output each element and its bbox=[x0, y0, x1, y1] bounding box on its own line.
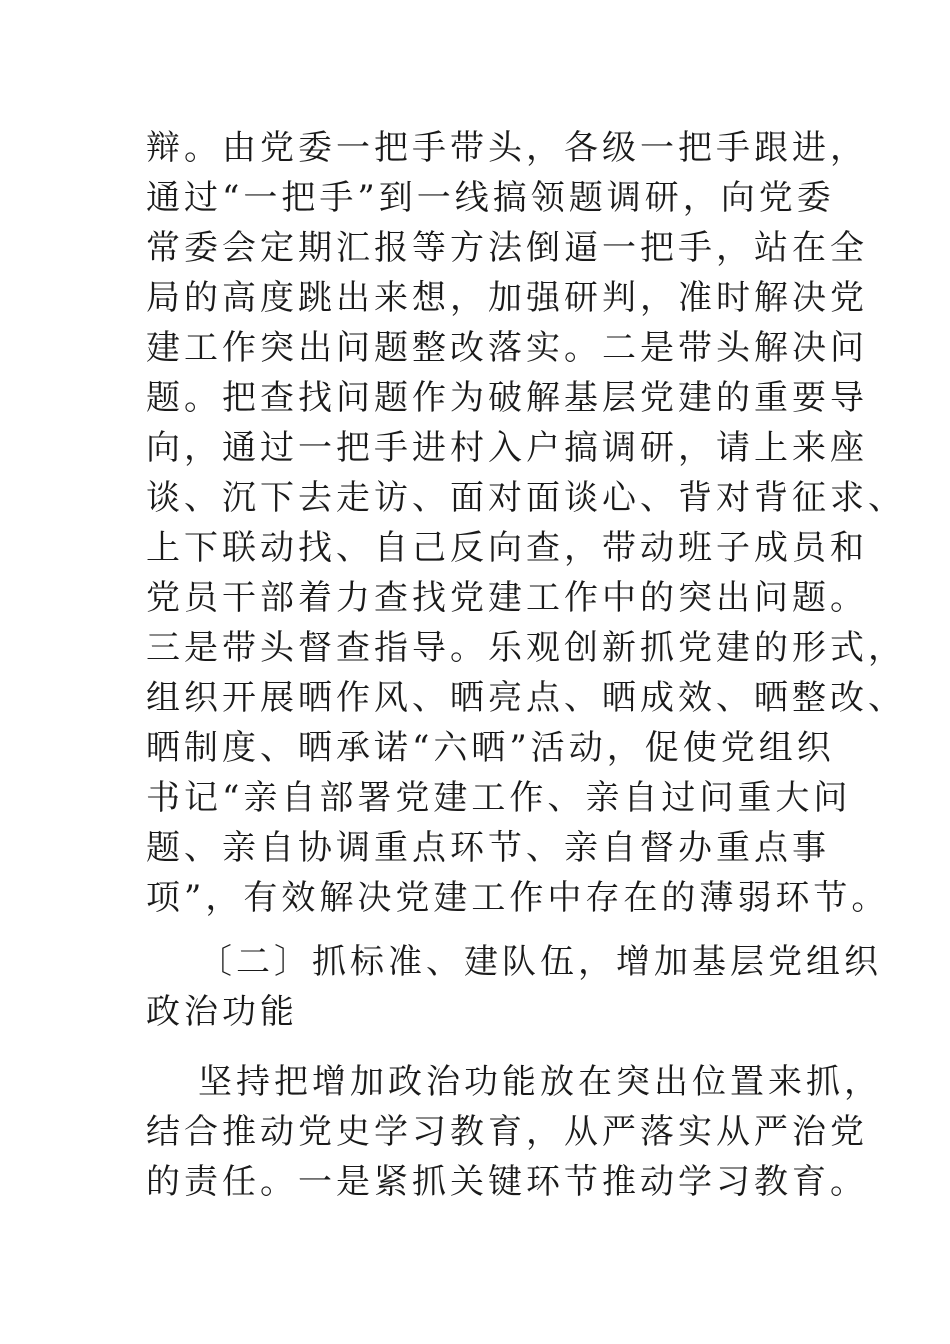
text-line: 晒制度、晒承诺“六晒”活动，促使党组织 bbox=[146, 728, 835, 768]
text-line: 组织开展晒作风、晒亮点、晒成效、晒整改、 bbox=[146, 678, 906, 718]
text-line: 党员干部着力查找党建工作中的突出问题。 bbox=[146, 578, 868, 618]
text-line: 书记“亲自部署党建工作、亲自过问重大问 bbox=[146, 778, 852, 818]
text-line: 局的高度跳出来想，加强研判，准时解决党 bbox=[146, 278, 868, 318]
text-line: 题。把查找问题作为破解基层党建的重要导 bbox=[146, 378, 868, 418]
heading-line: 政治功能 bbox=[146, 992, 298, 1032]
text-line: 建工作突出问题整改落实。二是带头解决问 bbox=[146, 328, 868, 368]
text-line: 的责任。一是紧抓关键环节推动学习教育。 bbox=[146, 1162, 868, 1202]
text-line: 常委会定期汇报等方法倒逼一把手，站在全 bbox=[146, 228, 868, 268]
text-line: 结合推动党史学习教育，从严落实从严治党 bbox=[146, 1112, 868, 1152]
text-line: 通过“一把手”到一线搞领题调研，向党委 bbox=[146, 178, 835, 218]
text-line: 上下联动找、自己反向查，带动班子成员和 bbox=[146, 528, 868, 568]
text-line: 向，通过一把手进村入户搞调研，请上来座 bbox=[146, 428, 868, 468]
text-line: 坚持把增加政治功能放在突出位置来抓， bbox=[198, 1062, 882, 1102]
text-line: 题、亲自协调重点环节、亲自督办重点事 bbox=[146, 828, 830, 868]
heading-line: 〔二〕抓标准、建队伍，增加基层党组织 bbox=[198, 942, 882, 982]
text-line: 谈、沉下去走访、面对面谈心、背对背征求、 bbox=[146, 478, 906, 518]
text-line: 辩。由党委一把手带头，各级一把手跟进， bbox=[146, 128, 868, 168]
text-line: 项”，有效解决党建工作中存在的薄弱环节。 bbox=[146, 878, 890, 918]
text-line: 三是带头督查指导。乐观创新抓党建的形式， bbox=[146, 628, 906, 668]
